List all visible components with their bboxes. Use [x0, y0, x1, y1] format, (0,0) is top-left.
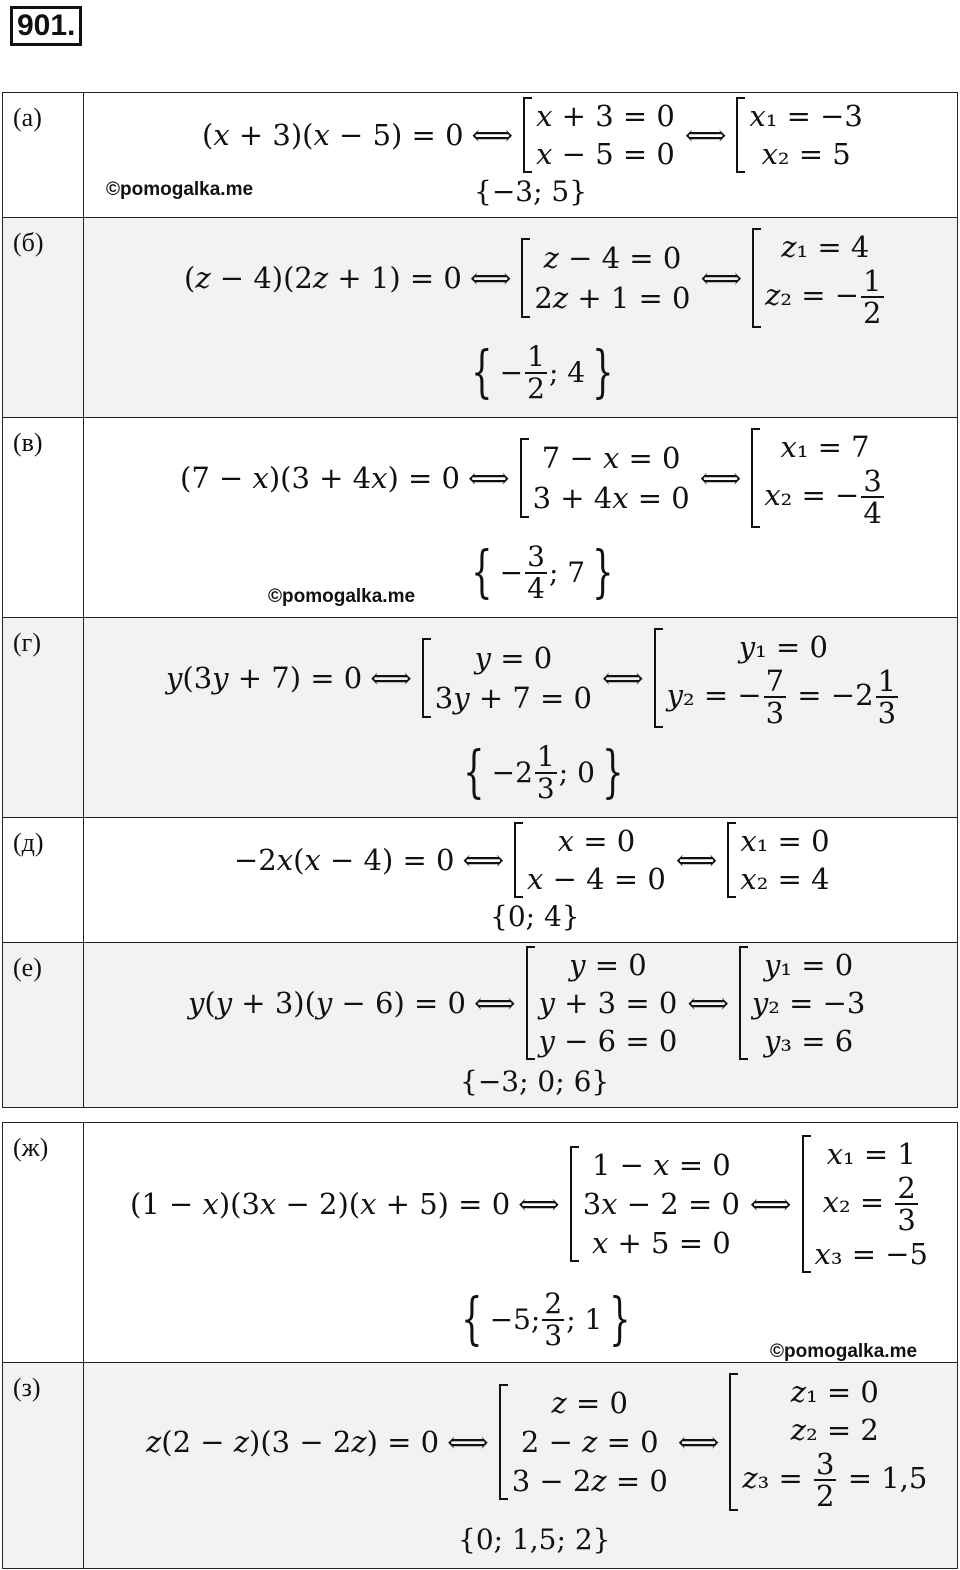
system-c1 [520, 438, 690, 518]
bracket [520, 438, 529, 518]
denominator: 2 [527, 371, 545, 405]
sys-line: 𝑦₃ = 6 [764, 1024, 854, 1058]
cell-c [84, 418, 958, 618]
brace: { [471, 540, 493, 605]
bracket [739, 946, 748, 1060]
numerator: 3 [816, 1447, 835, 1481]
frac-suffix: = 1,5 [847, 1461, 928, 1495]
bracket [514, 822, 523, 898]
lhs-e: −2𝑥(𝑥 − 4) = 0 [234, 843, 455, 877]
bracket [654, 628, 663, 728]
frac-prefix: 𝑥₂ = − [764, 478, 860, 512]
row-f [3, 943, 958, 1108]
brace: { [463, 740, 485, 805]
watermark: ©pomogalka.me [268, 586, 416, 607]
numerator: 2 [897, 1171, 916, 1205]
eq-d [166, 622, 902, 734]
bracket [751, 428, 760, 528]
sys-line: 𝑥 = 0 [557, 824, 636, 858]
sys-line [667, 666, 900, 728]
sys-line: 3𝑥 − 2 = 0 [582, 1186, 740, 1221]
cell-b [84, 218, 958, 418]
sys-line: 3𝑦 + 7 = 0 [434, 681, 593, 715]
lhs-d: 𝑦(3𝑦 + 7) = 0 [166, 661, 363, 695]
system-e1 [514, 822, 666, 898]
iff-symbol: ⟺ [473, 986, 516, 1020]
bracket [570, 1146, 579, 1262]
label-f: (е) [3, 943, 84, 1108]
sys-line: 𝑦 = 0 [474, 641, 553, 675]
ans-suffix: ; 1 [566, 1303, 603, 1336]
sys-line: 𝑥₁ = 0 [740, 824, 830, 858]
bracket [499, 1384, 508, 1500]
bracket [523, 97, 532, 173]
sys-line: 𝑥₂ = 5 [761, 137, 851, 171]
ans-prefix: −5; [489, 1303, 541, 1336]
denominator: 3 [897, 1203, 916, 1237]
sys-line: 𝑥 + 3 = 0 [536, 99, 675, 133]
iff-symbol: ⟺ [687, 986, 729, 1020]
sys-line: 7 − 𝑥 = 0 [541, 441, 681, 475]
bracket [752, 228, 761, 328]
system-b1 [521, 238, 690, 318]
frac-prefix: 𝑦₂ = − [666, 678, 762, 712]
bracket [422, 638, 431, 718]
label-g: (ж) [3, 1123, 84, 1363]
eq-a [202, 93, 865, 177]
sys-line [742, 1449, 927, 1511]
denominator: 2 [863, 296, 882, 330]
iff-symbol: ⟺ [467, 461, 510, 495]
denominator: 4 [863, 496, 882, 530]
bracket [526, 946, 535, 1060]
sys-line: 𝑦 + 3 = 0 [538, 986, 678, 1020]
brace: { [461, 1287, 483, 1352]
denominator: 2 [816, 1479, 835, 1513]
system-f2 [739, 946, 866, 1060]
iff-symbol: ⟺ [447, 1425, 489, 1459]
fraction [525, 339, 547, 405]
system-d1 [422, 638, 592, 718]
numerator: 1 [527, 339, 545, 373]
row-b [3, 218, 958, 418]
sys-line: 𝑥₃ = −5 [814, 1237, 928, 1271]
ans-prefix: − [499, 556, 524, 589]
denominator: 4 [527, 571, 545, 605]
sys-line: 3 + 4𝑥 = 0 [532, 481, 690, 515]
eq-f [188, 943, 867, 1063]
sys-line: 𝑥₂ = 4 [740, 862, 830, 896]
sys-line: 𝑧 − 4 = 0 [543, 241, 682, 275]
answer-f: {−3; 0; 6} [460, 1065, 610, 1098]
ans-suffix: ; 4 [548, 356, 586, 389]
iff-symbol: ⟺ [749, 1187, 792, 1221]
eq-b [184, 222, 888, 334]
ans-suffix: ; 7 [548, 556, 586, 589]
bracket [736, 97, 745, 173]
sys-line: 𝑥 − 5 = 0 [536, 137, 675, 171]
bracket [521, 238, 530, 318]
row-h [3, 1363, 958, 1569]
ans-prefix: − [499, 356, 524, 389]
system-h2 [729, 1373, 927, 1511]
system-g2 [802, 1135, 928, 1273]
sys-line: 𝑧₁ = 0 [790, 1375, 879, 1409]
brace: { [471, 340, 493, 405]
brace: } [602, 740, 624, 805]
eq-g [130, 1129, 930, 1279]
label-b: (б) [3, 218, 84, 418]
iff-symbol: ⟺ [469, 261, 512, 295]
cell-d [84, 618, 958, 818]
iff-symbol: ⟺ [518, 1187, 560, 1221]
watermark: ©pomogalka.me [106, 179, 254, 200]
sys-line: 1 − 𝑥 = 0 [591, 1148, 731, 1183]
sys-line: 𝑦 = 0 [569, 948, 647, 982]
answer-e: {0; 4} [490, 900, 580, 933]
numerator: 2 [544, 1286, 563, 1320]
sys-line: 𝑦₁ = 0 [764, 948, 854, 982]
row-e [3, 818, 958, 943]
problem-number: 901. [10, 6, 82, 46]
sys-line: 2𝑧 + 1 = 0 [534, 281, 691, 315]
numerator: 1 [863, 264, 882, 298]
cell-e [84, 818, 958, 943]
sys-line: 𝑧₂ = 2 [790, 1413, 879, 1447]
iff-symbol: ⟺ [602, 661, 644, 695]
numerator: 3 [863, 464, 882, 498]
sys-line: 𝑧 = 0 [551, 1386, 628, 1421]
label-c: (в) [3, 418, 84, 618]
sys-line: 𝑦₁ = 0 [738, 630, 828, 664]
sys-line: 3 − 2𝑧 = 0 [511, 1463, 668, 1498]
frac-prefix: 𝑥₂ = [822, 1185, 885, 1219]
eq-h [146, 1367, 929, 1517]
fraction [861, 266, 883, 328]
denominator: 3 [544, 1318, 563, 1352]
label-h: (з) [3, 1363, 84, 1569]
solution-table-1 [2, 92, 958, 1108]
iff-symbol: ⟺ [462, 843, 505, 877]
sys-line: 2 − 𝑧 = 0 [520, 1424, 659, 1459]
frac-prefix: 𝑧₃ = [742, 1461, 803, 1495]
numerator: 7 [765, 664, 785, 698]
fraction [814, 1449, 836, 1511]
denominator: 3 [536, 771, 555, 805]
label-d: (г) [3, 618, 84, 818]
fraction [764, 666, 786, 728]
sys-line: 𝑥 + 5 = 0 [591, 1225, 731, 1260]
system-b2 [752, 228, 885, 328]
sys-line: 𝑧₁ = 4 [781, 230, 870, 264]
fraction [876, 666, 898, 728]
brace: } [592, 340, 614, 405]
ans-prefix: −2 [491, 756, 533, 789]
sys-line: 𝑥₁ = 7 [780, 430, 870, 464]
fraction [525, 539, 547, 605]
watermark: ©pomogalka.me [770, 1341, 918, 1362]
row-d [3, 618, 958, 818]
sys-line [815, 1173, 928, 1235]
sys-line: 𝑦₂ = −3 [751, 986, 866, 1020]
row-c [3, 418, 958, 618]
answer-c [464, 540, 621, 605]
sys-line [764, 466, 885, 528]
iff-symbol: ⟺ [677, 1425, 720, 1459]
fraction [861, 466, 883, 528]
bracket [802, 1135, 811, 1273]
label-e: (д) [3, 818, 84, 943]
sys-line: 𝑥₁ = 1 [826, 1137, 916, 1171]
answer-g [454, 1287, 638, 1352]
cell-f [84, 943, 958, 1108]
answer-b [464, 340, 621, 405]
answer-h: {0; 1,5; 2} [458, 1523, 611, 1556]
lhs-h: 𝑧(2 − 𝑧)(3 − 2𝑧) = 0 [146, 1425, 440, 1459]
brace: } [609, 1287, 631, 1352]
sys-line [765, 266, 885, 328]
iff-symbol: ⟺ [699, 461, 742, 495]
frac-mid: = −2 [788, 678, 874, 712]
lhs-g: (1 − 𝑥)(3𝑥 − 2)(𝑥 + 5) = 0 [130, 1187, 511, 1221]
sys-line: 𝑦 − 6 = 0 [538, 1024, 678, 1058]
row-g [3, 1123, 958, 1363]
iff-symbol: ⟺ [675, 843, 718, 877]
frac-prefix: 𝑧₂ = − [765, 278, 860, 312]
sys-line: 𝑥₁ = −3 [749, 99, 863, 133]
brace: } [592, 540, 614, 605]
fraction [895, 1173, 917, 1235]
system-a1 [523, 97, 675, 173]
label-a: (а) [3, 93, 84, 218]
iff-symbol: ⟺ [471, 118, 514, 152]
denominator: 3 [765, 696, 785, 730]
answer-d [456, 740, 631, 805]
system-e2 [727, 822, 829, 898]
bracket [727, 822, 736, 898]
solution-table-2 [2, 1122, 958, 1569]
system-c2 [751, 428, 885, 528]
cell-a [84, 93, 958, 218]
numerator: 3 [527, 539, 545, 573]
ans-suffix: ; 0 [558, 756, 595, 789]
lhs-c: (7 − 𝑥)(3 + 4𝑥) = 0 [180, 461, 460, 495]
fraction [535, 739, 557, 805]
system-h1 [499, 1384, 668, 1500]
bracket [729, 1373, 738, 1511]
eq-e [234, 818, 832, 902]
numerator: 1 [536, 739, 555, 773]
lhs-a: (𝑥 + 3)(𝑥 − 5) = 0 [202, 118, 464, 152]
iff-symbol: ⟺ [684, 118, 727, 152]
system-f1 [526, 946, 678, 1060]
system-d2 [654, 628, 900, 728]
row-a [3, 93, 958, 218]
denominator: 3 [877, 696, 897, 730]
eq-c [180, 422, 888, 534]
cell-h [84, 1363, 958, 1569]
iff-symbol: ⟺ [700, 261, 743, 295]
lhs-b: (𝑧 − 4)(2𝑧 + 1) = 0 [184, 261, 462, 295]
numerator: 1 [877, 664, 897, 698]
answer-a: {−3; 5} [474, 175, 588, 208]
system-g1 [570, 1146, 740, 1262]
fraction [542, 1286, 564, 1352]
cell-g [84, 1123, 958, 1363]
system-a2 [736, 97, 862, 173]
lhs-f: 𝑦(𝑦 + 3)(𝑦 − 6) = 0 [188, 986, 466, 1020]
iff-symbol: ⟺ [370, 661, 412, 695]
sys-line: 𝑥 − 4 = 0 [527, 862, 666, 896]
